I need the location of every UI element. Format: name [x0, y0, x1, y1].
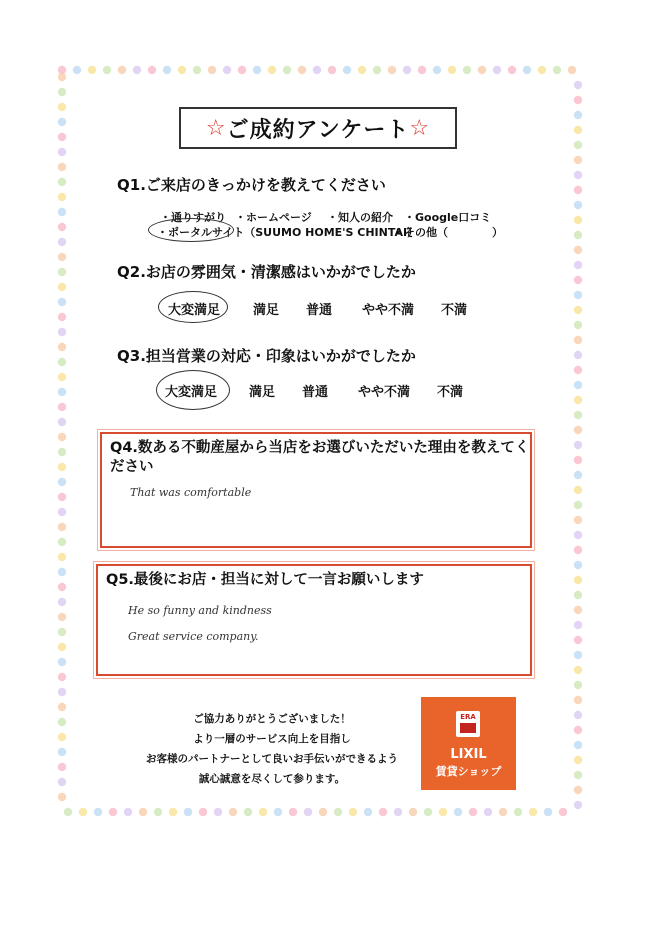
border-dot	[58, 178, 66, 186]
logo-brand: LIXIL	[450, 747, 487, 762]
border-dot	[574, 231, 582, 239]
border-dot	[58, 418, 66, 426]
border-dot	[58, 658, 66, 666]
q1-option-portal-site[interactable]: ・ポータルサイト（SUUMO HOME'S CHINTAI）	[157, 226, 419, 239]
era-lixil-logo	[421, 697, 516, 790]
border-dot	[568, 66, 576, 74]
border-dot	[58, 793, 66, 801]
border-dot	[574, 381, 582, 389]
border-dot	[58, 553, 66, 561]
border-dot	[58, 358, 66, 366]
border-dot	[574, 681, 582, 689]
q2-option-dissatisfied[interactable]: 不満	[441, 303, 468, 318]
border-dot	[73, 66, 81, 74]
border-dot	[244, 808, 252, 816]
border-dot	[58, 253, 66, 261]
border-dot	[574, 606, 582, 614]
border-dot	[79, 808, 87, 816]
border-dot	[463, 66, 471, 74]
border-dot	[499, 808, 507, 816]
border-dot	[184, 808, 192, 816]
border-dot	[574, 741, 582, 749]
border-dot	[199, 808, 207, 816]
border-dot	[574, 171, 582, 179]
border-dot	[178, 66, 186, 74]
border-dot	[58, 118, 66, 126]
border-dot	[58, 613, 66, 621]
border-dot	[574, 591, 582, 599]
border-dot	[469, 808, 477, 816]
border-dot	[58, 193, 66, 201]
q1-selection-circle	[148, 218, 234, 242]
q2-question: Q2.お店の雰囲気・清潔感はいかがでしたか	[117, 263, 416, 281]
q3-option-neutral[interactable]: 普通	[302, 385, 329, 400]
border-dot	[94, 808, 102, 816]
border-dot	[58, 328, 66, 336]
border-dot	[58, 373, 66, 381]
border-dot	[529, 808, 537, 816]
border-dot	[574, 561, 582, 569]
border-dot	[418, 66, 426, 74]
border-dot	[58, 463, 66, 471]
border-dot	[58, 748, 66, 756]
border-dot	[58, 478, 66, 486]
border-dot	[58, 598, 66, 606]
star-icon-right: ☆	[409, 115, 431, 141]
border-dot	[253, 66, 261, 74]
border-dot	[574, 786, 582, 794]
closing-line: ご協力ありがとうございました！	[193, 713, 351, 725]
border-dot	[574, 201, 582, 209]
border-dot	[58, 148, 66, 156]
q2-option-very-satisfied[interactable]: 大変満足	[168, 303, 221, 318]
q3-option-somewhat-dissatisfied[interactable]: やや不満	[358, 385, 411, 400]
border-dot	[109, 808, 117, 816]
border-dot	[64, 808, 72, 816]
border-dot	[58, 403, 66, 411]
border-dot	[379, 808, 387, 816]
border-dot	[319, 808, 327, 816]
border-dot	[574, 771, 582, 779]
border-dot	[574, 351, 582, 359]
q3-option-very-satisfied[interactable]: 大変満足	[165, 385, 218, 400]
border-dot	[58, 763, 66, 771]
border-dot	[574, 276, 582, 284]
border-dot	[559, 808, 567, 816]
border-dot	[394, 808, 402, 816]
border-dot	[289, 808, 297, 816]
border-dot	[58, 778, 66, 786]
q4-answer-box[interactable]	[100, 432, 532, 548]
q3-question: Q3.担当営業の対応・印象はいかがでしたか	[117, 347, 416, 365]
border-dot	[574, 261, 582, 269]
border-dot	[574, 516, 582, 524]
q3-option-satisfied[interactable]: 満足	[249, 385, 276, 400]
border-dot	[574, 456, 582, 464]
border-dot	[544, 808, 552, 816]
border-dot	[163, 66, 171, 74]
border-dot	[58, 433, 66, 441]
q3-option-dissatisfied[interactable]: 不満	[437, 385, 464, 400]
q1-option-homepage[interactable]: ・ホームページ	[235, 211, 312, 224]
border-dot	[439, 808, 447, 816]
border-dot	[58, 703, 66, 711]
border-dot	[58, 508, 66, 516]
border-dot	[238, 66, 246, 74]
border-dot	[574, 621, 582, 629]
border-dot	[574, 306, 582, 314]
border-dot	[58, 643, 66, 651]
border-dot	[574, 486, 582, 494]
border-dot	[574, 396, 582, 404]
border-dot	[88, 66, 96, 74]
border-dot	[574, 636, 582, 644]
border-dot	[58, 568, 66, 576]
q1-option-passing-by[interactable]: ・通りすがり	[160, 211, 226, 224]
border-dot	[478, 66, 486, 74]
q2-selection-circle	[158, 291, 228, 323]
q1-option-referral[interactable]: ・知人の紹介	[327, 211, 393, 224]
border-dot	[574, 156, 582, 164]
border-dot	[298, 66, 306, 74]
border-dot	[58, 688, 66, 696]
border-dot	[58, 523, 66, 531]
border-dot	[454, 808, 462, 816]
border-dot	[148, 66, 156, 74]
border-dot	[58, 538, 66, 546]
border-dot	[574, 411, 582, 419]
border-dot	[574, 141, 582, 149]
closing-line: 誠心誠意を尽くして参ります。	[198, 773, 346, 785]
border-dot	[574, 471, 582, 479]
border-dot	[58, 628, 66, 636]
closing-line: より一層のサービス向上を目指し	[193, 733, 351, 745]
border-dot	[574, 801, 582, 809]
border-dot	[574, 651, 582, 659]
border-dot	[58, 673, 66, 681]
border-dot	[574, 696, 582, 704]
border-dot	[574, 711, 582, 719]
border-dot	[58, 163, 66, 171]
border-dot	[193, 66, 201, 74]
border-dot	[574, 756, 582, 764]
border-dot	[409, 808, 417, 816]
border-dot	[58, 103, 66, 111]
survey-title	[179, 107, 457, 149]
logo-shop-name: 賃貸ショップ	[435, 765, 502, 778]
border-dot	[58, 388, 66, 396]
border-dot	[124, 808, 132, 816]
border-dot	[403, 66, 411, 74]
border-dot	[358, 66, 366, 74]
border-dot	[493, 66, 501, 74]
q4-question: Q4.数ある不動産屋から当店をお選びいただいた理由を教えてください	[110, 440, 530, 475]
star-icon-left: ☆	[205, 115, 227, 141]
era-label: ERA	[460, 713, 476, 721]
q1-option-other[interactable]: ・その他（ ）	[393, 226, 503, 239]
border-dot	[133, 66, 141, 74]
border-dot	[58, 733, 66, 741]
border-dot	[574, 246, 582, 254]
border-dot	[574, 336, 582, 344]
border-dot	[304, 808, 312, 816]
border-dot	[58, 73, 66, 81]
q1-option-google-review[interactable]: ・Google口コミ	[404, 211, 492, 224]
survey-title-text: ご成約アンケート	[226, 117, 410, 143]
border-dot	[328, 66, 336, 74]
border-dot	[574, 426, 582, 434]
border-dot	[574, 546, 582, 554]
border-dot	[58, 343, 66, 351]
border-dot	[514, 808, 522, 816]
border-dot	[574, 111, 582, 119]
border-dot	[574, 186, 582, 194]
border-dot	[574, 531, 582, 539]
q4-handwritten-answer: That was comfortable	[130, 486, 252, 499]
q3-selection-circle	[156, 370, 230, 410]
border-dot	[484, 808, 492, 816]
border-dot	[388, 66, 396, 74]
border-dot	[574, 441, 582, 449]
border-dot	[574, 501, 582, 509]
border-dot	[574, 321, 582, 329]
border-dot	[424, 808, 432, 816]
q2-option-neutral[interactable]: 普通	[306, 303, 333, 318]
border-dot	[58, 283, 66, 291]
border-dot	[574, 126, 582, 134]
border-dot	[214, 808, 222, 816]
border-dot	[58, 223, 66, 231]
border-dot	[283, 66, 291, 74]
border-dot	[574, 291, 582, 299]
q5-handwritten-line-2: Great service company.	[128, 630, 259, 643]
border-dot	[508, 66, 516, 74]
border-dot	[343, 66, 351, 74]
border-dot	[274, 808, 282, 816]
border-dot	[574, 726, 582, 734]
border-dot	[448, 66, 456, 74]
border-dot	[259, 808, 267, 816]
border-dot	[268, 66, 276, 74]
border-dot	[58, 88, 66, 96]
border-dot	[373, 66, 381, 74]
border-dot	[313, 66, 321, 74]
border-dot	[553, 66, 561, 74]
border-dot	[58, 268, 66, 276]
border-dot	[574, 366, 582, 374]
border-dot	[433, 66, 441, 74]
border-dot	[169, 808, 177, 816]
q2-option-somewhat-dissatisfied[interactable]: やや不満	[362, 303, 415, 318]
border-dot	[103, 66, 111, 74]
border-dot	[58, 493, 66, 501]
border-dot	[58, 448, 66, 456]
border-dot	[58, 583, 66, 591]
q1-question: Q1.ご来店のきっかけを教えてください	[117, 176, 386, 194]
q5-handwritten-line-1: He so funny and kindness	[128, 604, 272, 617]
border-dot	[538, 66, 546, 74]
q2-option-satisfied[interactable]: 満足	[253, 303, 280, 318]
border-dot	[364, 808, 372, 816]
border-dot	[349, 808, 357, 816]
border-dot	[58, 298, 66, 306]
border-dot	[574, 666, 582, 674]
border-dot	[58, 133, 66, 141]
border-dot	[523, 66, 531, 74]
border-dot	[139, 808, 147, 816]
q5-question: Q5.最後にお店・担当に対して一言お願いします	[106, 572, 424, 588]
border-dot	[229, 808, 237, 816]
border-dot	[334, 808, 342, 816]
border-dot	[58, 313, 66, 321]
era-house-icon	[456, 711, 480, 737]
border-dot	[574, 576, 582, 584]
border-dot	[58, 208, 66, 216]
border-dot	[208, 66, 216, 74]
border-dot	[154, 808, 162, 816]
closing-message	[142, 709, 402, 789]
border-dot	[58, 238, 66, 246]
border-dot	[574, 96, 582, 104]
border-dot	[574, 81, 582, 89]
border-dot	[223, 66, 231, 74]
q5-answer-box[interactable]	[96, 564, 532, 676]
border-dot	[574, 216, 582, 224]
border-dot	[58, 718, 66, 726]
border-dot	[118, 66, 126, 74]
closing-line: お客様のパートナーとして良いお手伝いができるよう	[146, 753, 398, 765]
